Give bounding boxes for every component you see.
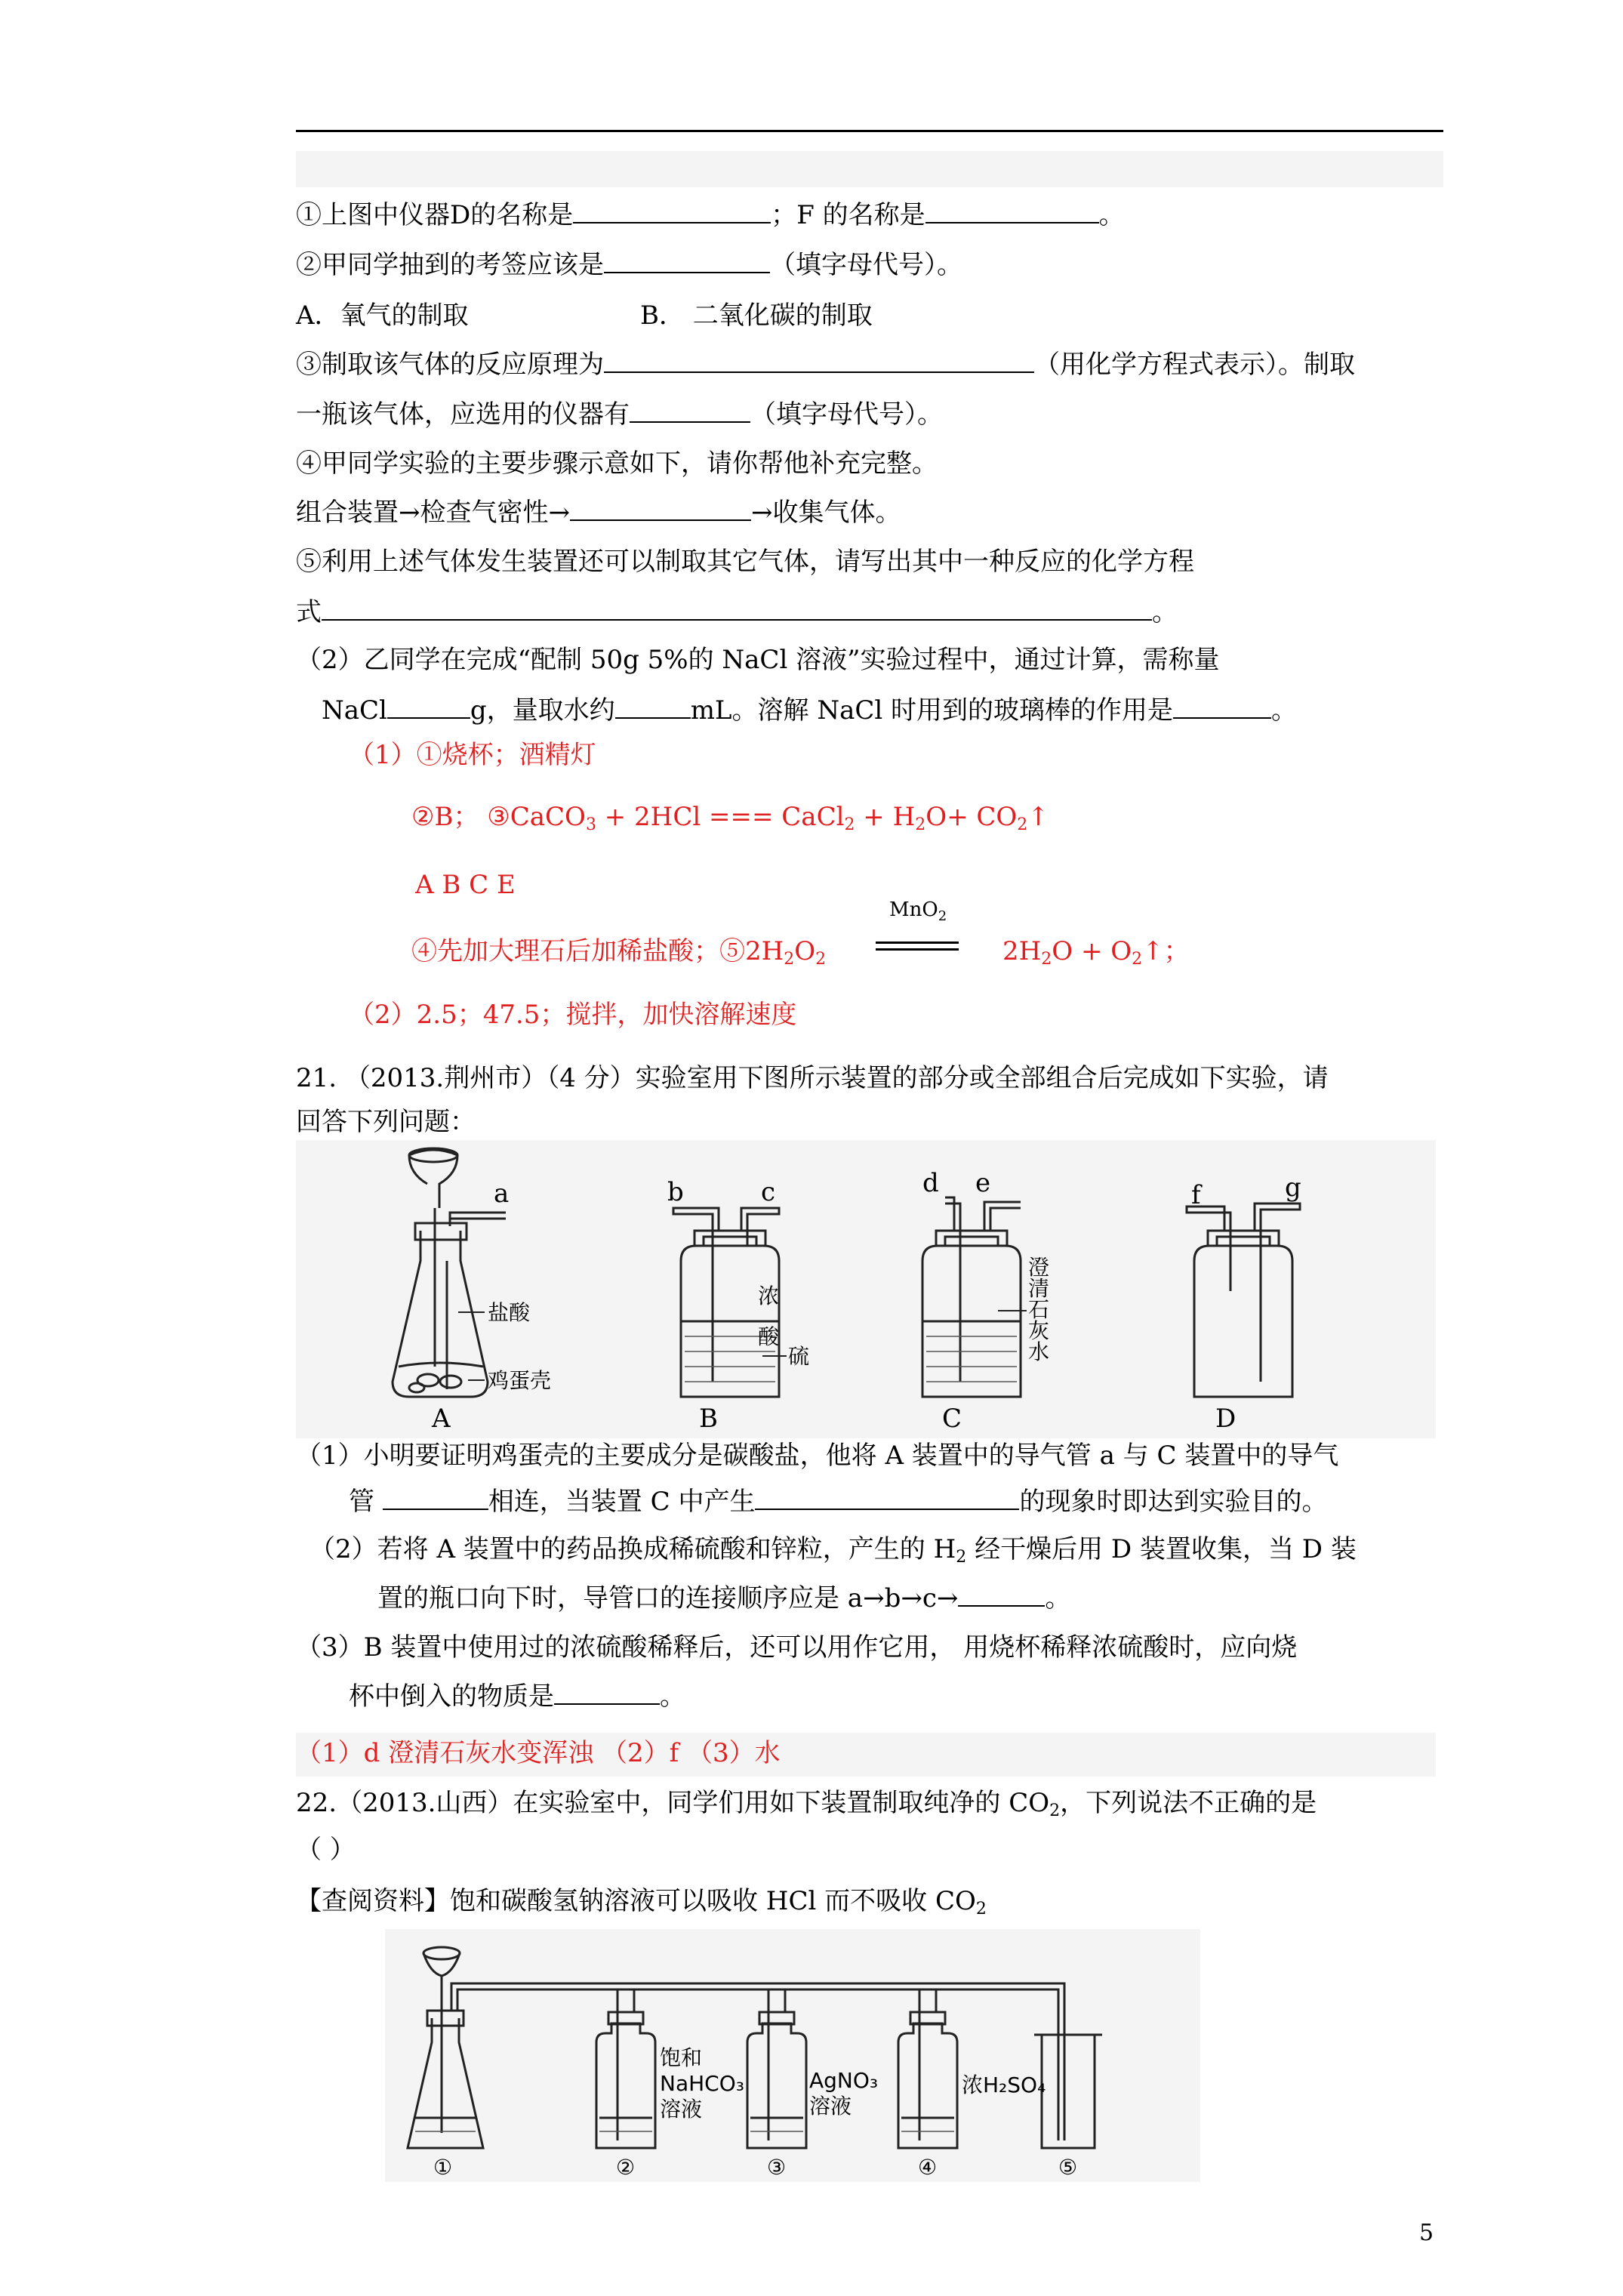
label-lime-3: 石 (1028, 1297, 1050, 1322)
label-f: f (1191, 1180, 1201, 1210)
q1-line-11: NaCl g，量取水约 mL。溶解 NaCl 时用到的玻璃棒的作用是 。 (322, 693, 1297, 727)
label-n1: ① (433, 2155, 453, 2180)
page-number: 5 (1419, 2220, 1434, 2246)
label-nahco3-1: 饱和 (660, 2045, 703, 2070)
q1-line-8: ⑤利用上述气体发生装置还可以制取其它气体，请写出其中一种反应的化学方程 (296, 547, 1194, 577)
shade-top (296, 151, 1443, 187)
q1-line-7: 组合装置→检查气密性→ →收集气体。 (296, 495, 901, 529)
q22-stem-2: （ ） (296, 1835, 356, 1865)
q21-answer: （1）d 澄清石灰水变浑浊 （2）f （3）水 (296, 1738, 781, 1768)
label-lime-1: 澄 (1028, 1255, 1050, 1280)
label-n2: ② (616, 2155, 636, 2180)
funnel-icon (409, 1150, 457, 1208)
bottle-3-icon (747, 2023, 806, 2148)
q1-line-2: ②甲同学抽到的考签应该是 （填字母代号）。 (296, 248, 962, 282)
q1-option-a: A．氧气的制取 (296, 300, 469, 331)
q1-line-5: 一瓶该气体，应选用的仪器有 （填字母代号）。 (296, 397, 943, 431)
q21-apparatus-figure (296, 1140, 1436, 1438)
q21-stem-2: 回答下列问题： (296, 1107, 476, 1137)
equals-sign-lower (876, 948, 959, 951)
answer-1-line-2: ②B； ③CaCO$_3$ + 2HCl === CaCl$_2$ + $H_2O+$ $CO_2↑$ (411, 802, 1049, 834)
label-n3: ③ (767, 2155, 787, 2180)
q1-option-b: B． 二氧化碳的制取 (640, 300, 873, 331)
q1-line-9: 式 。 (296, 595, 1178, 629)
answer-1-line-4b: $2H_2O$ + $O_2↑$； (1002, 936, 1190, 969)
bottle-2-icon (596, 2023, 655, 2148)
q1-line-10: （2）乙同学在完成“配制 50g 5%的 NaCl 溶液”实验过程中，通过计算，需称量 (296, 645, 1220, 675)
caption-A: A (432, 1404, 451, 1434)
q21-part-2-b: 置的瓶口向下时，导管口的连接顺序应是 a→b→c→ 。 (377, 1581, 1070, 1615)
bottle-4-icon (898, 2023, 957, 2148)
label-eggshell: 鸡蛋壳 (488, 1368, 552, 1393)
label-h2so4-3: 酸 (758, 1324, 780, 1349)
label-n4: ④ (918, 2155, 938, 2180)
label-agno3-2: 溶液 (809, 2094, 852, 2119)
label-h2so4-2: 硫 (788, 1344, 810, 1369)
q1-line-4: ③制取该气体的反应原理为 （用化学方程式表示）。制取 (296, 347, 1355, 381)
bottle-b-icon (681, 1237, 779, 1397)
bottle-d-icon (1194, 1237, 1292, 1397)
flask-a-icon (393, 1231, 488, 1397)
label-lime-4: 灰 (1028, 1318, 1050, 1343)
q1-line-1: ①上图中仪器D的名称是 ；F 的名称是 。 (296, 198, 1125, 232)
label-c: c (761, 1177, 776, 1207)
flask-1-icon (408, 2018, 483, 2148)
label-agno3-1: AgNO₃ (809, 2068, 879, 2093)
label-lime-2: 清 (1028, 1276, 1050, 1301)
q22-reference: 【查阅资料】饱和碳酸氢钠溶液可以吸收 HCl 而不吸收 $CO_2$ (296, 1886, 987, 1918)
label-nahco3-3: 溶液 (660, 2097, 703, 2122)
q21-part-3-a: （3）B 装置中使用过的浓硫酸稀释后，还可以用作它用， 用烧杯稀释浓硫酸时，应向烧 (296, 1632, 1298, 1663)
label-n5: ⑤ (1058, 2155, 1078, 2180)
label-a: a (494, 1179, 510, 1209)
answer-1-line-5: （2）2.5；47.5；搅拌，加快溶解速度 (349, 1000, 797, 1030)
caption-B: B (699, 1404, 718, 1434)
label-h2so4-1: 浓 (758, 1284, 780, 1308)
q1-line-6: ④甲同学实验的主要步骤示意如下，请你帮他补充完整。 (296, 448, 938, 479)
caption-C: C (942, 1404, 962, 1434)
label-d: d (922, 1168, 939, 1198)
label-nahco3-2: NaHCO₃ (660, 2071, 744, 2096)
q21-part-2-a: （2）若将 A 装置中的药品换成稀硫酸和锌粒，产生的 $H_2$ 经干燥后用 D 装置收集，当 D 装 (310, 1534, 1357, 1567)
answer-1-line-3: A B C E (415, 870, 516, 900)
label-h2so4: 浓H₂SO₄ (962, 2073, 1046, 2097)
catalyst-label: MnO$_2$ (889, 898, 947, 924)
funnel-icon (423, 1953, 460, 2133)
header-rule (296, 130, 1443, 132)
label-e: e (975, 1168, 991, 1198)
bottle-c-icon (922, 1237, 1021, 1397)
q21-part-1-a: （1）小明要证明鸡蛋壳的主要成分是碳酸盐，他将 A 装置中的导气管 a 与 C 装置中的导气 (296, 1441, 1339, 1471)
label-hcl: 盐酸 (488, 1300, 531, 1325)
answer-1-line-1: （1）①烧杯；酒精灯 (349, 740, 596, 770)
label-lime-5: 水 (1028, 1339, 1050, 1364)
bottle-5-icon (1042, 2035, 1095, 2148)
label-b: b (667, 1177, 684, 1207)
q21-stem-1: 21. （2013.荆州市）（4 分）实验室用下图所示装置的部分或全部组合后完成如下实验，请 (296, 1063, 1329, 1093)
q21-part-3-b: 杯中倒入的物质是 。 (349, 1679, 685, 1713)
caption-D: D (1215, 1404, 1236, 1434)
q22-apparatus-figure (385, 1929, 1200, 2182)
q22-stem-1: 22.（2013.山西）在实验室中，同学们用如下装置制取纯净的 $CO_2$，下列说法不正确的是 (296, 1788, 1317, 1820)
q21-part-1-b: 管 相连，当装置 C 中产生 的现象时即达到实验目的。 (349, 1484, 1327, 1518)
answer-1-line-4: ④先加大理石后加稀盐酸；$⑤2H_2O_2$ (411, 936, 827, 969)
label-g: g (1285, 1173, 1301, 1203)
equals-sign (876, 942, 959, 944)
